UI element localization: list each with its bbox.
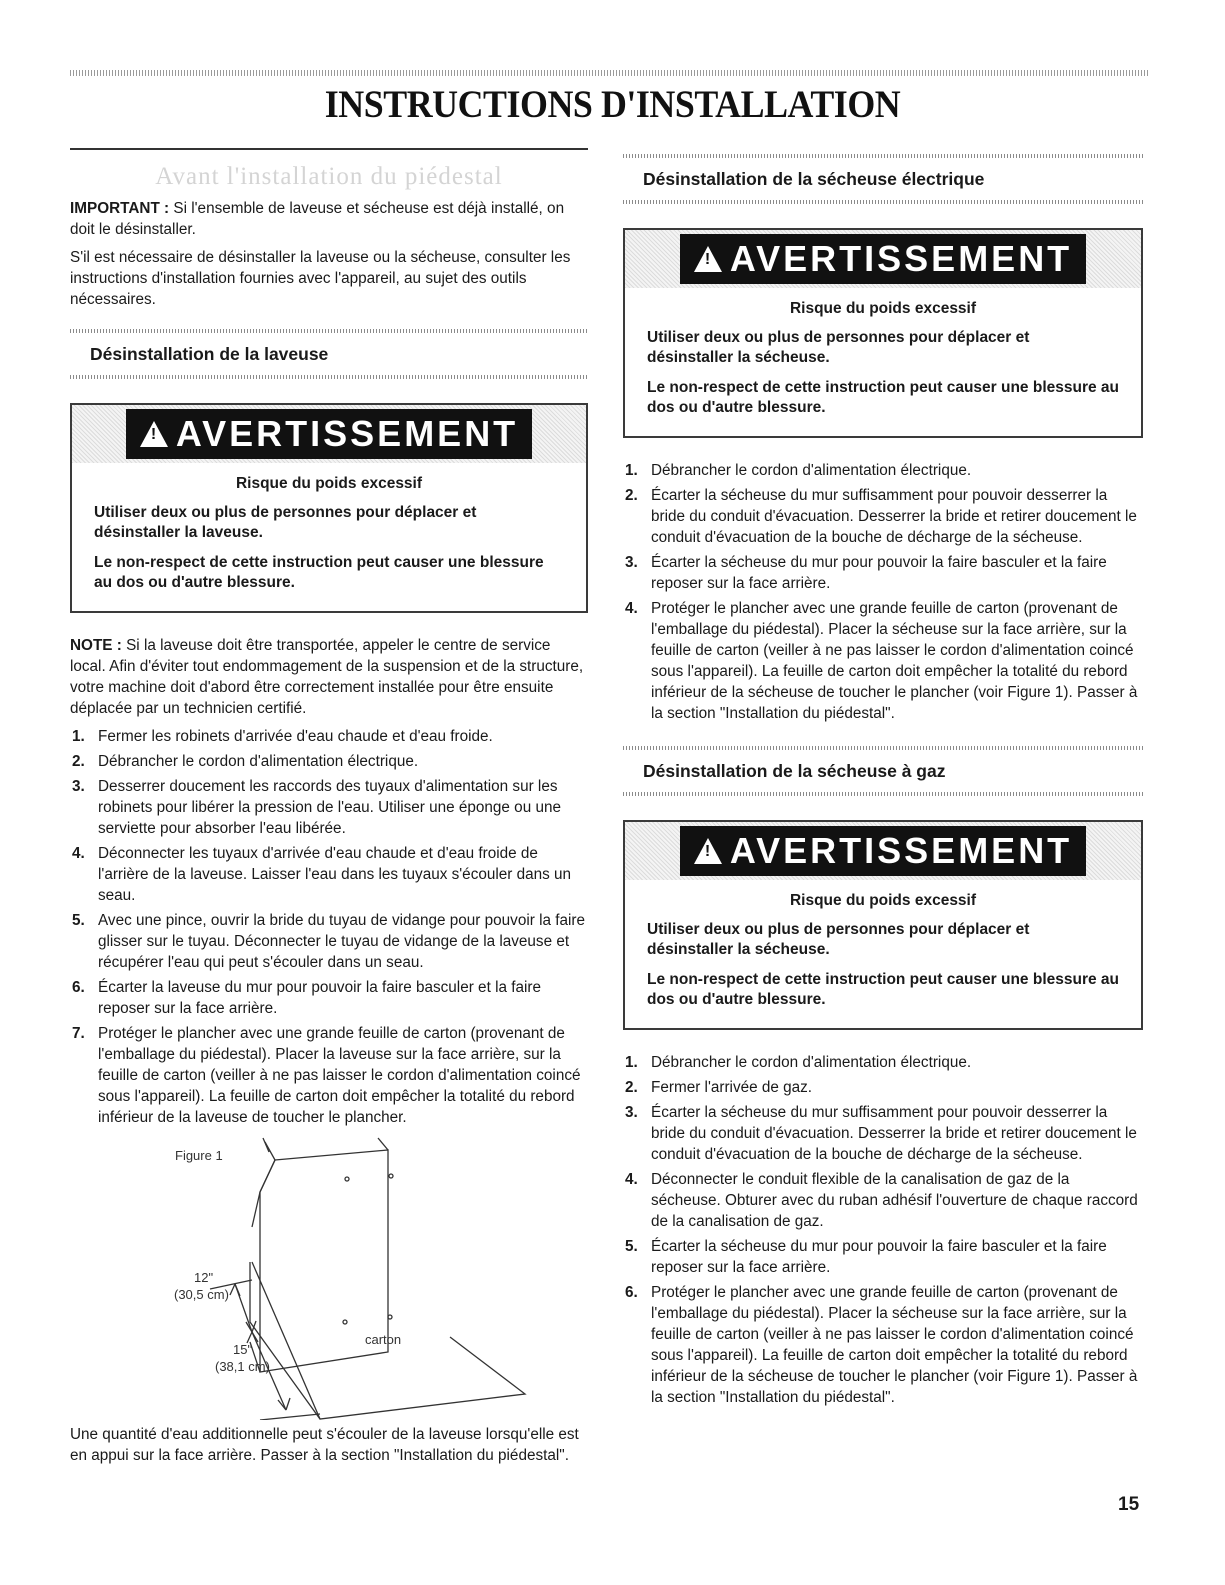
step-text: Débrancher le cordon d'alimentation électrique. [651, 462, 972, 479]
list-item [623, 460, 1143, 481]
note-text: Si la laveuse doit être transportée, appeler le centre de service local. Afin d'éviter tout endommagement de la suspension et de la structure, votre machine doit d'abord être correctement installée pour être ensuite déplacée par un technicien certifié. [70, 637, 584, 717]
gas-dryer-steps-list [623, 1052, 1143, 1408]
dimension-15in: 15" [233, 1342, 253, 1357]
left-column [70, 148, 588, 1473]
step-number: 4. [625, 1171, 638, 1188]
list-item [623, 1052, 1143, 1073]
warning-header [625, 822, 1141, 880]
step-number: 1. [625, 462, 638, 479]
list-item [623, 552, 1143, 594]
step-number: 7. [72, 1025, 85, 1042]
important-paragraph [70, 198, 588, 240]
list-item [70, 751, 588, 772]
step-text: Écarter la sécheuse du mur suffisamment pour pouvoir desserrer la bride du conduit d'évacuation. Desserrer la bride et retirer doucement le conduit d'évacuation de la bouche de décharge de la sécheuse. [651, 487, 1137, 546]
list-item [70, 977, 588, 1019]
list-item [623, 1236, 1143, 1278]
page-number: 15 [1118, 1494, 1140, 1515]
step-number: 3. [72, 778, 85, 795]
warning-line-2: Le non-respect de cette instruction peut causer une blessure au dos ou d'autre blessure. [94, 554, 544, 591]
washer-on-carton-illustration [70, 1132, 588, 1420]
electric-dryer-steps-list [623, 460, 1143, 724]
step-number: 2. [625, 1079, 638, 1096]
warning-line-2: Le non-respect de cette instruction peut causer une blessure au dos ou d'autre blessure. [647, 379, 1120, 416]
step-number: 1. [72, 728, 85, 745]
list-item [623, 1282, 1143, 1408]
warning-box-gas-dryer [623, 820, 1143, 1030]
list-item [623, 485, 1143, 548]
subhead-rule-bottom [623, 792, 1143, 796]
closing-paragraph: Une quantité d'eau additionnelle peut s'écouler de la laveuse lorsqu'elle est en appui sur la face arrière. Passer à la section "Installation du piédestal". [70, 1426, 579, 1464]
step-text: Écarter la sécheuse du mur pour pouvoir la faire basculer et la faire reposer sur la face arrière. [651, 1238, 1107, 1276]
subheading-washer: Désinstallation de la laveuse [90, 344, 329, 364]
list-item [70, 726, 588, 747]
warning-label [680, 234, 1086, 284]
step-number: 3. [625, 554, 638, 571]
step-number: 6. [72, 979, 85, 996]
step-text: Fermer l'arrivée de gaz. [651, 1079, 813, 1096]
step-number: 2. [72, 753, 85, 770]
warning-label [680, 826, 1086, 876]
warning-header [72, 405, 586, 463]
warning-header [625, 230, 1141, 288]
warning-label [126, 409, 532, 459]
step-text: Écarter la laveuse du mur pour pouvoir la faire basculer et la faire reposer sur la face arrière. [98, 979, 541, 1017]
warning-label-text: AVERTISSEMENT [729, 830, 1073, 871]
list-item [70, 776, 588, 839]
subheading-gas-dryer: Désinstallation de la sécheuse à gaz [643, 761, 946, 781]
section-rule [70, 148, 588, 150]
step-number: 4. [72, 845, 85, 862]
step-text: Protéger le plancher avec une grande feuille de carton (provenant de l'emballage du piédestal). Placer la sécheuse sur la face arrière, sur la feuille de carton (veiller à ne pas laisser le cordon d'alimentation coincé sous l'appareil). La feuille de carton doit empêcher la totalité du rebord inférieur de la sécheuse de toucher le plancher (voir Figure 1). Passer à la section "Installation du piédestal". [651, 1284, 1138, 1406]
step-number: 6. [625, 1284, 638, 1301]
intro-paragraph: S'il est nécessaire de désinstaller la laveuse ou la sécheuse, consulter les instructions d'installation fournies avec l'appareil, au sujet des outils nécessaires. [70, 249, 571, 308]
list-item [623, 1102, 1143, 1165]
step-number: 4. [625, 600, 638, 617]
warning-line-1: Utiliser deux ou plus de personnes pour déplacer et désinstaller la sécheuse. [647, 921, 1030, 958]
dimension-30cm: (30,5 cm) [174, 1287, 229, 1302]
step-text: Fermer les robinets d'arrivée d'eau chaude et d'eau froide. [98, 728, 493, 745]
figure-1 [70, 1132, 588, 1420]
list-item [623, 598, 1143, 724]
carton-label: carton [365, 1332, 402, 1347]
step-text: Débrancher le cordon d'alimentation électrique. [651, 1054, 972, 1071]
warning-triangle-icon [694, 246, 722, 272]
step-text: Déconnecter le conduit flexible de la canalisation de gaz de la sécheuse. Obturer avec du ruban adhésif l'ouverture de chaque raccord de la canalisation de gaz. [651, 1171, 1138, 1230]
note-paragraph [70, 635, 588, 719]
step-text: Protéger le plancher avec une grande feuille de carton (provenant de l'emballage du piédestal). Placer la laveuse sur la face arrière, sur la feuille de carton (veiller à ne pas laisser le cordon d'alimentation coincé sous l'appareil). La feuille de carton doit empêcher la totalité du rebord inférieur de la laveuse de toucher le plancher. [98, 1025, 581, 1126]
step-number: 3. [625, 1104, 638, 1121]
warning-line-1: Utiliser deux ou plus de personnes pour déplacer et désinstaller la laveuse. [94, 504, 477, 541]
warning-line-1: Utiliser deux ou plus de personnes pour déplacer et désinstaller la sécheuse. [647, 329, 1030, 366]
step-text: Écarter la sécheuse du mur pour pouvoir la faire basculer et la faire reposer sur la face arrière. [651, 554, 1107, 592]
figure-caption: Figure 1 [175, 1148, 223, 1163]
step-number: 5. [625, 1238, 638, 1255]
subhead-rule-bottom [623, 200, 1143, 204]
important-text: Si l'ensemble de laveuse et sécheuse est déjà installé, on doit le désinstaller. [70, 200, 565, 238]
list-item [70, 843, 588, 906]
step-number: 2. [625, 487, 638, 504]
step-text: Débrancher le cordon d'alimentation électrique. [98, 753, 419, 770]
step-text: Desserrer doucement les raccords des tuyaux d'alimentation sur les robinets pour libérer la pression de l'eau. Utiliser une éponge ou une serviette pour absorber l'eau libérée. [98, 778, 561, 837]
list-item [70, 910, 588, 973]
warning-line-2: Le non-respect de cette instruction peut causer une blessure au dos ou d'autre blessure. [647, 971, 1120, 1008]
warning-subtitle: Risque du poids excessif [235, 475, 423, 492]
list-item [623, 1169, 1143, 1232]
dimension-12in: 12" [194, 1270, 214, 1285]
step-text: Déconnecter les tuyaux d'arrivée d'eau chaude et d'eau froide de l'arrière de la laveuse. Laisser l'eau dans les tuyaux s'écouler dans un seau. [98, 845, 572, 904]
warning-label-text: AVERTISSEMENT [175, 413, 519, 454]
right-column [623, 148, 1143, 1412]
warning-box-electric-dryer [623, 228, 1143, 438]
washer-steps-list [70, 726, 588, 1128]
warning-triangle-icon [140, 421, 168, 447]
top-dotted-rule [70, 70, 1150, 76]
subheading-electric-dryer: Désinstallation de la sécheuse électrique [643, 169, 985, 189]
list-item [70, 1023, 588, 1128]
page-title: INSTRUCTIONS D'INSTALLATION [324, 83, 901, 126]
step-number: 5. [72, 912, 85, 929]
step-text: Avec une pince, ouvrir la bride du tuyau de vidange pour pouvoir la faire glisser sur le tuyau. Déconnecter le tuyau de vidange de la laveuse et récupérer l'eau qui peut s'écouler dans un seau. [98, 912, 585, 971]
section-title: Avant l'installation du piédestal [155, 163, 503, 190]
important-label: IMPORTANT : [70, 200, 170, 217]
warning-label-text: AVERTISSEMENT [729, 238, 1073, 279]
warning-box-washer [70, 403, 588, 613]
note-label: NOTE : [70, 637, 122, 654]
list-item [623, 1077, 1143, 1098]
warning-subtitle: Risque du poids excessif [789, 892, 977, 909]
step-text: Protéger le plancher avec une grande feuille de carton (provenant de l'emballage du piédestal). Placer la sécheuse sur la face arrière, sur la feuille de carton (veiller à ne pas laisser le cordon d'alimentation coincé sous l'appareil). La feuille de carton doit empêcher la totalité du rebord inférieur de la sécheuse de toucher le plancher (voir Figure 1). Passer à la section "Installation du piédestal". [651, 600, 1138, 722]
warning-triangle-icon [694, 838, 722, 864]
dimension-38cm: (38,1 cm) [215, 1359, 270, 1374]
step-text: Écarter la sécheuse du mur suffisamment pour pouvoir desserrer la bride du conduit d'évacuation. Desserrer la bride et retirer doucement le conduit d'évacuation de la bouche de décharge de la sécheuse. [651, 1104, 1137, 1163]
warning-subtitle: Risque du poids excessif [789, 300, 977, 317]
step-number: 1. [625, 1054, 638, 1071]
subhead-rule-bottom [70, 375, 588, 379]
